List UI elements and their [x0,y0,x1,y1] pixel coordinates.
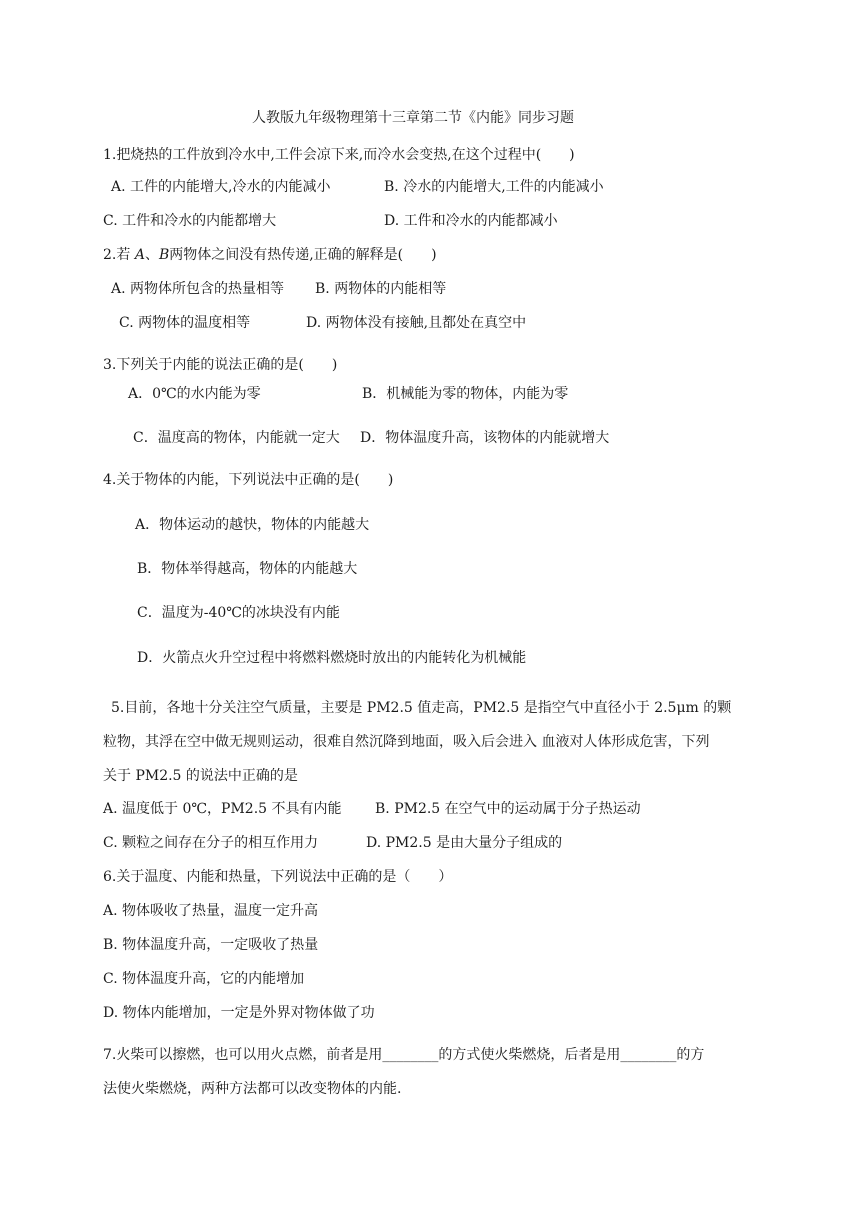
question-5-option-c: C. 颗粒之间存在分子的相互作用力 [103,835,319,851]
question-3-stem: 3.下列关于内能的说法正确的是( ) [103,357,338,373]
question-1-option-a: A. 工件的内能增大,冷水的内能减小 [111,179,331,195]
question-2-option-b: B. 两物体的内能相等 [315,281,447,297]
question-3-option-b: B．机械能为零的物体，内能为零 [362,386,569,402]
question-3-option-a: A．0℃的水内能为零 [128,386,261,402]
question-6-stem: 6.关于温度、内能和热量，下列说法中正确的是（ ） [103,869,453,885]
question-3-option-c: C．温度高的物体，内能就一定大 [133,430,340,446]
question-6-option-d: D. 物体内能增加，一定是外界对物体做了功 [103,1005,375,1021]
question-3-option-d: D．物体温度升高，该物体的内能就增大 [360,430,610,446]
question-1-option-b: B. 冷水的内能增大,工件的内能减小 [384,179,604,195]
question-5-stem-line-1: 5.目前，各地十分关注空气质量，主要是 PM2.5 值走高，PM2.5 是指空气中直径小于 2.5μm 的颗 [111,700,732,716]
question-2-stem-prefix: 2.若 [103,247,135,263]
question-1-stem: 1.把烧热的工件放到冷水中,工件会凉下来,而冷水会变热,在这个过程中( ) [103,147,575,163]
question-5-option-a: A. 温度低于 0℃，PM2.5 不具有内能 [103,801,342,817]
question-5-stem-line-3: 关于 PM2.5 的说法中正确的是 [103,768,298,784]
question-2-object-b: B [158,247,170,263]
question-5-option-d: D. PM2.5 是由大量分子组成的 [366,835,563,851]
question-2-option-c: C. 两物体的温度相等 [119,315,251,331]
question-5-option-b: B. PM2.5 在空气中的运动属于分子热运动 [375,801,641,817]
question-6-option-a: A. 物体吸收了热量，温度一定升高 [103,903,319,919]
document-title: 人教版九年级物理第十三章第二节《内能》同步习题 [252,110,574,126]
question-1-option-c: C. 工件和冷水的内能都增大 [103,213,277,229]
question-2-stem [103,245,437,265]
question-2-object-a: A [134,247,145,263]
question-6-option-c: C. 物体温度升高，它的内能增加 [103,971,305,987]
question-1-option-d: D. 工件和冷水的内能都减小 [384,213,558,229]
question-4-option-d: D．火箭点火升空过程中将燃料燃烧时放出的内能转化为机械能 [137,650,527,666]
question-6-option-b: B. 物体温度升高，一定吸收了热量 [103,937,319,953]
question-2-stem-comma: 、 [144,247,159,263]
question-2-stem-rest: 两物体之间没有热传递,正确的解释是( ) [169,247,437,263]
question-7-stem-line-1: 7.火柴可以擦燃，也可以用火点燃，前者是用________的方式使火柴燃烧，后者是用________的方 [103,1047,705,1063]
question-7-stem-line-2: 法使火柴燃烧，两种方法都可以改变物体的内能. [103,1081,402,1097]
question-2-option-d: D. 两物体没有接触,且都处在真空中 [306,315,527,331]
question-4-option-a: A．物体运动的越快，物体的内能越大 [135,517,370,533]
question-4-stem: 4.关于物体的内能，下列说法中正确的是( ) [103,472,394,488]
question-4-option-b: B．物体举得越高，物体的内能越大 [137,561,358,577]
question-2-option-a: A. 两物体所包含的热量相等 [111,281,285,297]
question-5-stem-line-2: 粒物，其浮在空中做无规则运动，很难自然沉降到地面，吸入后会进入 血液对人体形成危害，下列 [103,734,710,750]
question-4-option-c: C．温度为-40℃的冰块没有内能 [137,605,340,621]
